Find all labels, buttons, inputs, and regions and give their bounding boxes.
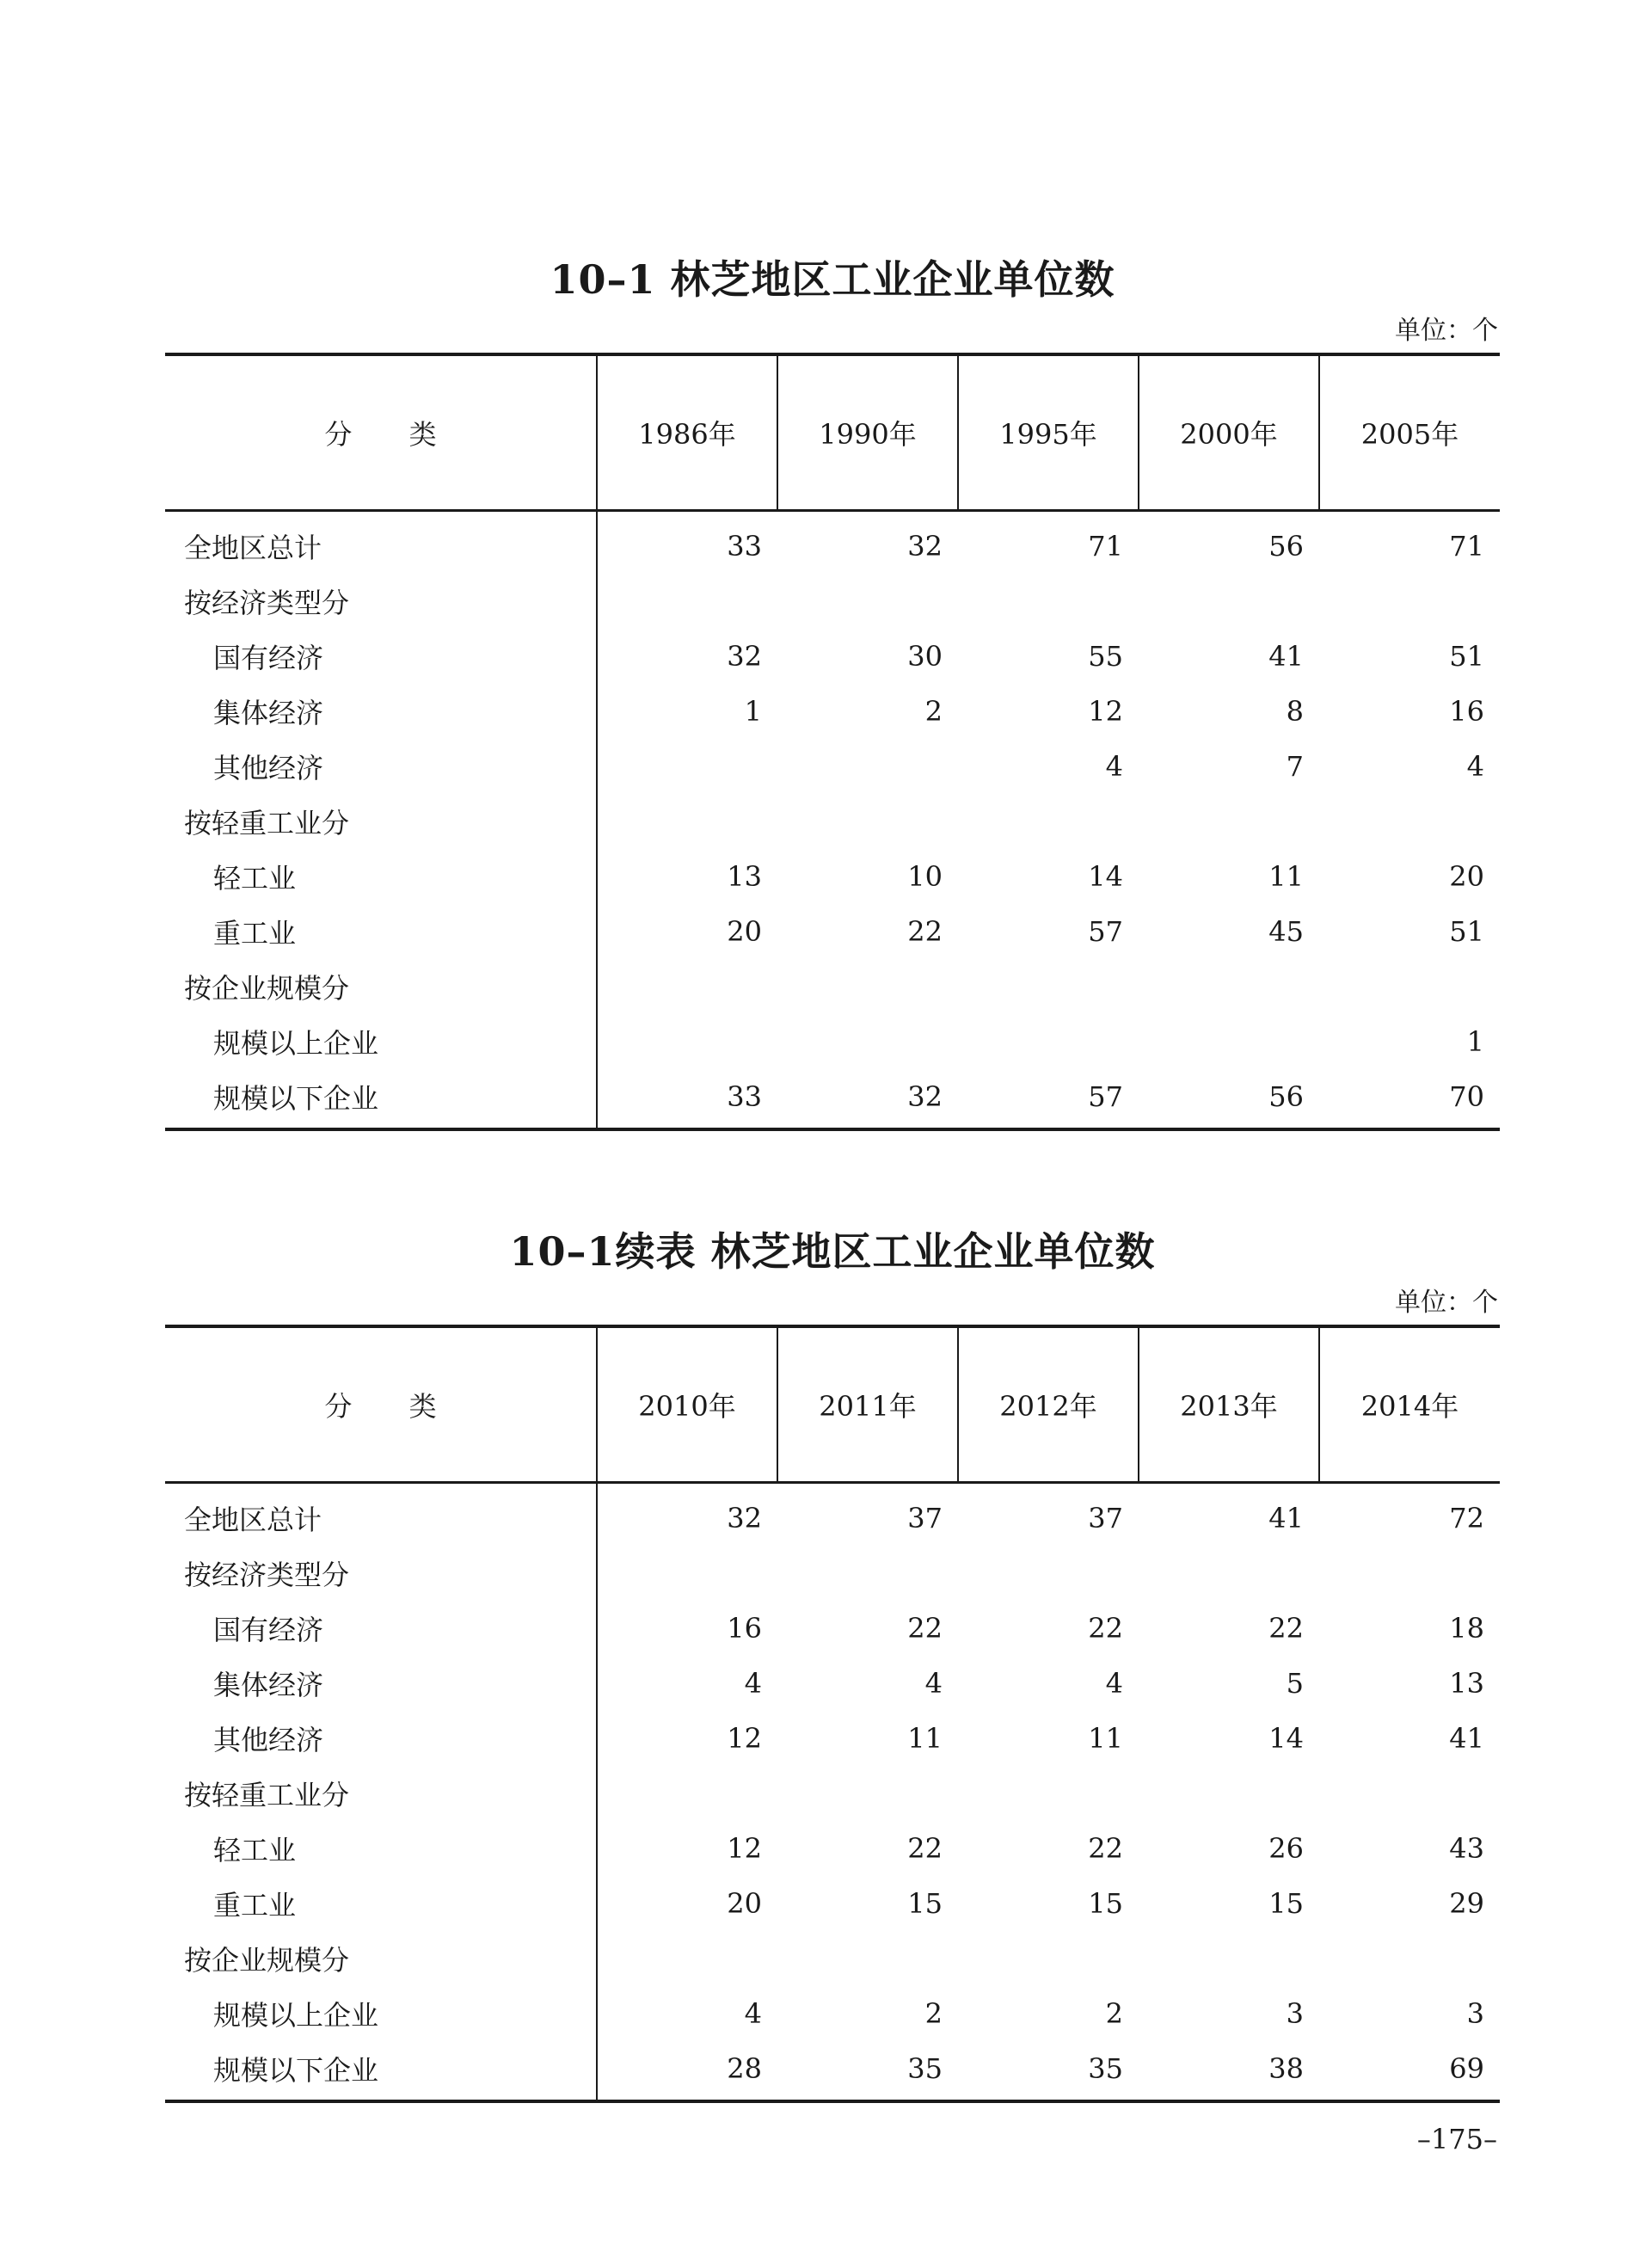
value-cell: 51 [1449,640,1484,673]
table-section-2 [165,1221,1500,2103]
value-cell [1139,1931,1319,1986]
table-row [165,1656,1500,1711]
value-cell: 20 [727,1887,762,1920]
value-cell: 3 [1466,1997,1484,2030]
value-cell: 13 [727,860,762,893]
header-row [165,354,1500,511]
table-title: 10–1续表 林芝地区工业企业单位数 [509,1228,1156,1275]
page-number: –175– [1416,2123,1497,2156]
table-row [165,1931,1500,1986]
table-row [165,1014,1500,1069]
value-cell [1139,1766,1319,1821]
value-cell [958,1014,1139,1069]
year-header: 1990年 [777,354,958,511]
value-cell: 22 [907,1612,943,1645]
value-cell: 55 [1088,640,1123,673]
value-cell: 22 [1268,1612,1304,1645]
header-row [165,1326,1500,1483]
row-label: 集体经济 [165,684,597,739]
value-cell [1319,959,1500,1014]
row-label: 轻工业 [165,1821,597,1876]
value-cell: 28 [727,2052,762,2085]
value-cell: 32 [907,1080,943,1113]
value-cell: 51 [1449,915,1484,948]
value-cell: 72 [1449,1502,1484,1534]
value-cell [958,1931,1139,1986]
row-label: 规模以上企业 [165,1986,597,2041]
category-header: 分 类 [165,354,597,511]
row-label: 国有经济 [165,629,597,684]
value-cell [958,959,1139,1014]
value-cell: 1 [1466,1025,1484,1058]
row-label: 全地区总计 [165,511,597,575]
table-row [165,629,1500,684]
unit-label: 单位：个 [1395,316,1498,346]
value-cell: 41 [1268,1502,1304,1534]
table-row [165,1986,1500,2041]
value-cell [777,1766,958,1821]
value-cell: 32 [727,1502,762,1534]
year-header: 2011年 [777,1326,958,1483]
value-cell: 12 [727,1832,762,1865]
value-cell: 22 [1088,1612,1123,1645]
value-cell [777,1014,958,1069]
value-cell: 5 [1286,1667,1304,1700]
value-cell: 12 [1088,695,1123,728]
value-cell: 3 [1286,1997,1304,2030]
value-cell: 16 [1449,695,1484,728]
value-cell: 1 [744,695,762,728]
value-cell: 15 [907,1887,943,1920]
year-header: 2000年 [1139,354,1319,511]
value-cell [777,1546,958,1601]
table-row [165,1876,1500,1931]
value-cell: 8 [1286,695,1304,728]
value-cell: 22 [1088,1832,1123,1865]
value-cell: 2 [924,1997,943,2030]
value-cell: 4 [744,1667,762,1700]
table-row [165,2041,1500,2101]
value-cell [1319,574,1500,629]
table-title: 10–1 林芝地区工业企业单位数 [550,256,1115,303]
value-cell: 2 [924,695,943,728]
value-cell: 70 [1449,1080,1484,1113]
table-body [165,511,1500,1130]
value-cell: 11 [907,1722,943,1755]
value-cell: 57 [1088,915,1123,948]
row-label: 全地区总计 [165,1483,597,1547]
value-cell: 22 [907,1832,943,1865]
category-header: 分 类 [165,1326,597,1483]
year-header: 1995年 [958,354,1139,511]
value-cell: 56 [1268,530,1304,563]
value-cell: 13 [1449,1667,1484,1700]
table-row [165,1711,1500,1766]
row-label: 规模以上企业 [165,1014,597,1069]
value-cell: 56 [1268,1080,1304,1113]
row-label: 按经济类型分 [165,1546,597,1601]
value-cell [1319,1546,1500,1601]
value-cell: 11 [1268,860,1304,893]
row-label: 规模以下企业 [165,2041,597,2101]
value-cell [597,959,777,1014]
value-cell: 29 [1449,1887,1484,1920]
year-header: 2013年 [1139,1326,1319,1483]
value-cell [597,1766,777,1821]
row-label: 其他经济 [165,739,597,794]
row-label: 按企业规模分 [165,1931,597,1986]
table-row [165,1766,1500,1821]
value-cell [777,959,958,1014]
value-cell [1139,1546,1319,1601]
value-cell [1319,1931,1500,1986]
value-cell: 20 [1449,860,1484,893]
value-cell: 69 [1449,2052,1484,2085]
value-cell: 37 [907,1502,943,1534]
value-cell: 30 [907,640,943,673]
value-cell: 71 [1088,530,1123,563]
table-row [165,684,1500,739]
table-row [165,1546,1500,1601]
value-cell [597,739,777,794]
row-label: 其他经济 [165,1711,597,1766]
value-cell: 12 [727,1722,762,1755]
row-label: 规模以下企业 [165,1069,597,1129]
value-cell: 4 [1105,1667,1123,1700]
table-row [165,849,1500,904]
value-cell: 37 [1088,1502,1123,1534]
value-cell: 43 [1449,1832,1484,1865]
year-header: 2010年 [597,1326,777,1483]
table-row [165,1069,1500,1129]
value-cell [777,1931,958,1986]
value-cell: 26 [1268,1832,1304,1865]
value-cell [597,1931,777,1986]
year-header: 2014年 [1319,1326,1500,1483]
value-cell: 38 [1268,2052,1304,2085]
value-cell [1319,794,1500,849]
table-row [165,1483,1500,1547]
value-cell: 45 [1268,915,1304,948]
statistics-table [165,353,1500,1131]
table-row [165,739,1500,794]
value-cell [1139,794,1319,849]
row-label: 按轻重工业分 [165,794,597,849]
value-cell: 71 [1449,530,1484,563]
value-cell: 2 [1105,1997,1123,2030]
year-header: 2005年 [1319,354,1500,511]
unit-label: 单位：个 [1395,1288,1498,1318]
value-cell: 11 [1088,1722,1123,1755]
value-cell: 4 [1466,750,1484,783]
value-cell [958,794,1139,849]
value-cell [597,1546,777,1601]
table-row [165,511,1500,575]
value-cell: 16 [727,1612,762,1645]
table-row [165,794,1500,849]
value-cell: 10 [907,860,943,893]
value-cell: 15 [1088,1887,1123,1920]
value-cell: 4 [924,1667,943,1700]
value-cell [597,794,777,849]
value-cell: 18 [1449,1612,1484,1645]
value-cell [777,794,958,849]
value-cell: 32 [907,530,943,563]
value-cell [1139,959,1319,1014]
value-cell: 20 [727,915,762,948]
table-row [165,1821,1500,1876]
value-cell [597,1014,777,1069]
table-row [165,959,1500,1014]
row-label: 重工业 [165,904,597,959]
statistics-table [165,1325,1500,2103]
value-cell: 33 [727,1080,762,1113]
table-row [165,574,1500,629]
value-cell [958,1546,1139,1601]
row-label: 按企业规模分 [165,959,597,1014]
table-section-1 [165,249,1500,1131]
table-row [165,904,1500,959]
row-label: 集体经济 [165,1656,597,1711]
year-header: 2012年 [958,1326,1139,1483]
value-cell: 41 [1268,640,1304,673]
year-header: 1986年 [597,354,777,511]
value-cell [958,1766,1139,1821]
value-cell [1139,1014,1319,1069]
value-cell: 15 [1268,1887,1304,1920]
value-cell [958,574,1139,629]
table-row [165,1601,1500,1656]
value-cell: 57 [1088,1080,1123,1113]
row-label: 重工业 [165,1876,597,1931]
value-cell: 35 [1088,2052,1123,2085]
value-cell: 33 [727,530,762,563]
table-body [165,1483,1500,2102]
value-cell [597,574,777,629]
value-cell: 32 [727,640,762,673]
row-label: 按轻重工业分 [165,1766,597,1821]
row-label: 国有经济 [165,1601,597,1656]
value-cell: 4 [1105,750,1123,783]
value-cell: 14 [1088,860,1123,893]
value-cell: 4 [744,1997,762,2030]
value-cell [777,739,958,794]
value-cell: 35 [907,2052,943,2085]
row-label: 按经济类型分 [165,574,597,629]
value-cell [1319,1766,1500,1821]
value-cell [1139,574,1319,629]
row-label: 轻工业 [165,849,597,904]
value-cell: 41 [1449,1722,1484,1755]
value-cell: 7 [1286,750,1304,783]
value-cell [777,574,958,629]
value-cell: 14 [1268,1722,1304,1755]
value-cell: 22 [907,915,943,948]
